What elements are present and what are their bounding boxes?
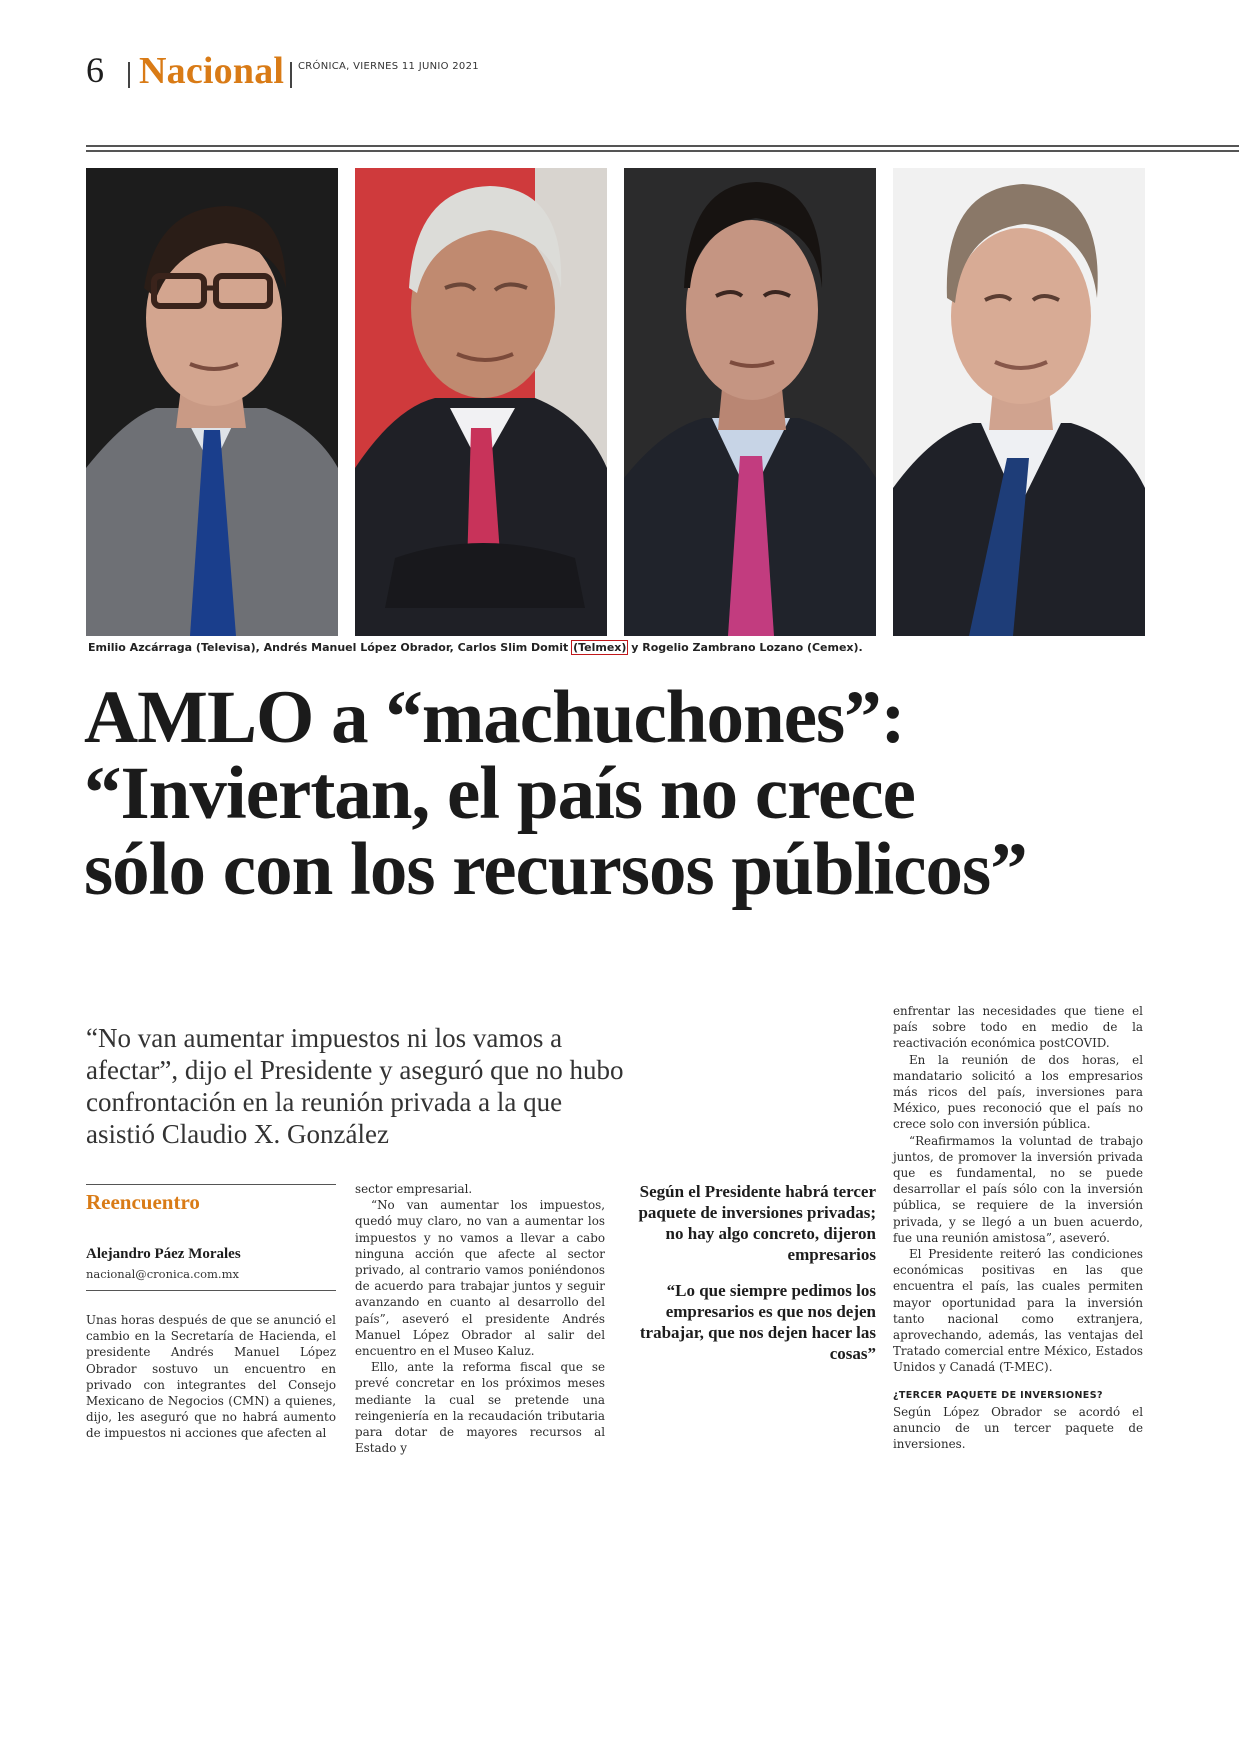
author-email: nacional@cronica.com.mx: [86, 1267, 239, 1281]
headline: [84, 676, 1184, 911]
paragraph: Unas horas después de que se anunció el cambio en la Secretaría de Hacienda, el presidente Andrés Manuel López Obrador sostuvo un encuentro en privado con integrantes del Consejo Mexicano de Negocios (CMN) a quienes, dijo, les aseguró que no habrá aumento de impuestos ni acciones que afecten al: [86, 1313, 336, 1441]
deck-summary: “No van aumentar impuestos ni los vamos a afectar”, dijo el Presidente y aseguró que no hubo confrontación en la reunión privada a la que asistió Claudio X. González: [86, 1023, 624, 1149]
subhead: ¿TERCER PAQUETE DE INVERSIONES?: [893, 1389, 1103, 1401]
body-column-4: [893, 1003, 1143, 1452]
section-tag: Reencuentro: [86, 1190, 200, 1214]
tag-rule: [86, 1184, 336, 1185]
page-number: 6: [86, 50, 104, 90]
paragraph: Ello, ante la reforma fiscal que se prevé concretar en los próximos meses mediante la cual se pretende una reingeniería en la recaudación tributaria para dotar de mayores recursos al Estado y: [355, 1360, 605, 1456]
photo-rogelio-zambrano: [893, 168, 1145, 636]
paragraph: sector empresarial.: [355, 1182, 473, 1196]
paragraph: En la reunión de dos horas, el mandatario solicitó a los empresarios más ricos del país, inversiones para México, pues reconoció que el país no crece solo con inversión pública.: [893, 1052, 1143, 1132]
photo-carlos-slim-domit: [624, 168, 876, 636]
headline-line-1: AMLO a “machuchones”:: [84, 676, 905, 759]
caption-highlight: (Telmex): [573, 641, 627, 654]
pull-quote-1: Según el Presidente habrá tercer paquete de inversiones privadas; no hay algo concreto, dijeron empresarios: [638, 1182, 876, 1264]
caption-text: Emilio Azcárraga (Televisa), Andrés Manuel López Obrador, Carlos Slim Domit: [88, 641, 573, 654]
photo-caption: [88, 641, 863, 654]
headline-line-2: “Inviertan, el país no crece: [84, 752, 915, 835]
author-name: Alejandro Páez Morales: [86, 1246, 241, 1262]
paragraph: Según López Obrador se acordó el anuncio de un tercer paquete de inversiones.: [893, 1404, 1143, 1452]
byline-rule: [86, 1290, 336, 1291]
pull-quote-2: “Lo que siempre pedimos los empresarios es que nos dejen trabajar, que nos dejen hacer las cosas”: [639, 1281, 876, 1363]
header-divider: [128, 62, 130, 88]
paragraph: “No van aumentar los impuestos, quedó muy claro, no van a aumentar los impuestos y no vamos a llevar a cabo ninguna acción que afecte al sector privado, al contrario vamos poniéndonos de acuerdo para trabajar juntos y seguir avanzando en cuanto al desarrollo del país”, aseveró el presidente Andrés Manuel López Obrador al salir del encuentro en el Museo Kaluz.: [355, 1198, 605, 1359]
section-title: Nacional: [139, 50, 285, 92]
header-divider: [290, 62, 292, 88]
header-rule: [86, 145, 1239, 147]
paragraph: El Presidente reiteró las condiciones económicas positivas en las que encuentra el país, las cuales permiten mayor oportunidad para la inversión tanto nacional como extranjera, aprovechando, además, las ventajas del Tratado comercial entre México, Estados Unidos y Canadá (T-MEC).: [893, 1247, 1143, 1375]
body-column-2: [355, 1181, 605, 1456]
photo-amlo: [355, 168, 607, 636]
photo-emilio-azcarraga: [86, 168, 338, 636]
paragraph: “Reafirmamos la voluntad de trabajo juntos, de promover la inversión privada que es fundamental, no se puede desarrollar el país sólo con la inversión pública, se requiere de la inversión privada, y se llegó a un buen acuerdo, fue una reunión amistosa”, aseveró.: [893, 1133, 1143, 1245]
paragraph: enfrentar las necesidades que tiene el país sobre todo en medio de la reactivación económica postCOVID.: [893, 1004, 1143, 1051]
dateline: CRÓNICA, VIERNES 11 JUNIO 2021: [298, 61, 479, 72]
body-column-1: [86, 1312, 336, 1442]
headline-line-3: sólo con los recursos públicos”: [84, 828, 1027, 911]
caption-text-end: y Rogelio Zambrano Lozano (Cemex).: [627, 641, 863, 654]
header-rule: [86, 150, 1239, 152]
